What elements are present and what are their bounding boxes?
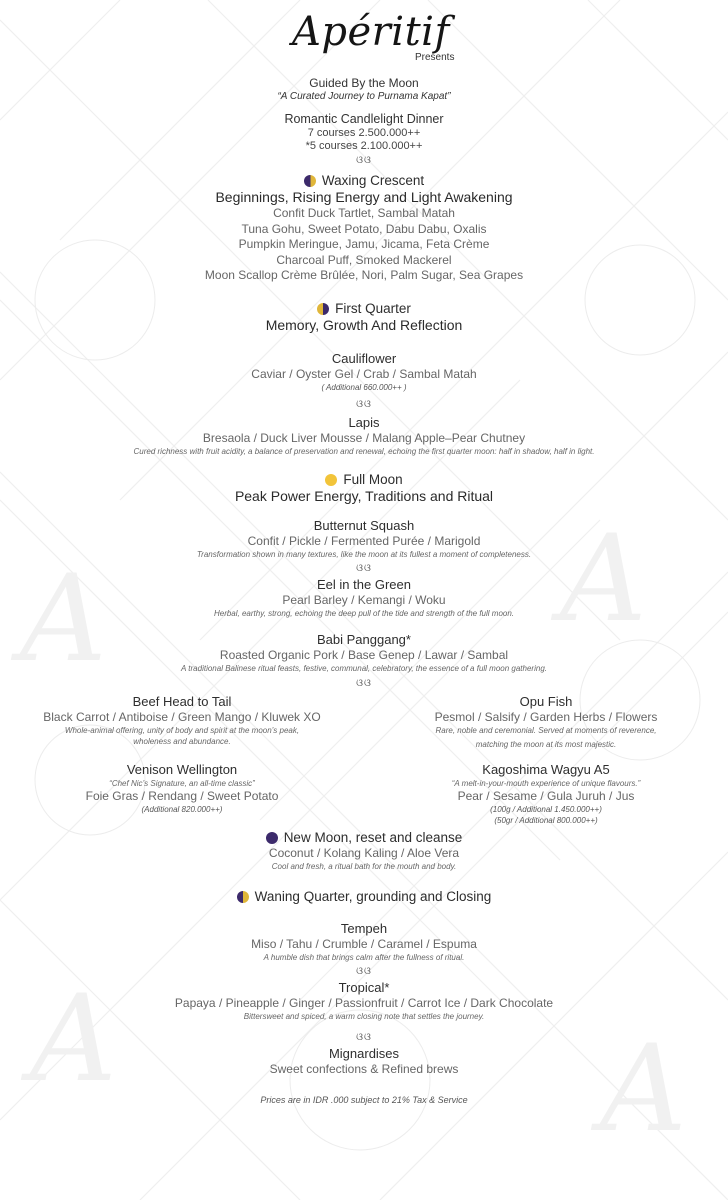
ornament-divider: ଓଓ [356,562,372,574]
svg-text:A: A [30,970,117,1109]
dish-ingredients: Bresaola / Duck Liver Mousse / Malang Apple–Pear Chutney [202,430,526,445]
svg-text:A: A [560,510,647,649]
menu-title: Guided By the Moon [309,76,419,90]
price-7-courses: 7 courses 2.500.000++ [307,127,421,139]
list-item: Pumpkin Meringue, Jamu, Jicama, Feta Crème [238,237,490,251]
mains-row-1 [0,694,728,750]
dish-ingredients: Confit / Pickle / Fermented Purée / Marigold [247,533,481,548]
phase-label: Full Moon [343,471,403,487]
dish-supplement: (100g / Additional 1.450.000++) [490,804,602,814]
full-moon-icon [325,474,337,486]
dish-butternut-squash [0,518,728,560]
dish-quote: “Chef Nic’s Signature, an all-time classic” [109,778,255,788]
dish-description: Cured richness with fruit acidity, a balance of preservation and renewal, echoing the first quarter moon: half in shadow, half in light. [133,446,595,456]
phase-theme: Memory, Growth And Reflection [265,316,463,333]
dish-name: Kagoshima Wagyu A5 [482,761,610,777]
phase-theme: Peak Power Energy, Traditions and Ritual [234,487,494,504]
section-full-moon [0,472,728,690]
phase-heading [0,830,728,846]
list-item: Charcoal Puff, Smoked Mackerel [276,252,452,267]
phase-heading [0,173,728,189]
ornament-divider: ଓଓ [356,1031,372,1043]
dinner-title: Romantic Candlelight Dinner [284,112,444,126]
dish-name: Tempeh [340,920,388,936]
phase-label: Waxing Crescent [321,173,425,188]
dish-name: Butternut Squash [313,517,415,533]
dish-name: Tropical* [338,979,390,995]
section-waxing-crescent [0,173,728,284]
dish-cauliflower [0,351,728,393]
dish-supplement: (Additional 820.000++) [141,804,223,814]
dish-opu-fish [364,694,728,750]
list-item: Moon Scallop Crème Brûlée, Nori, Palm Sugar, Sea Grapes [204,268,524,282]
dish-ingredients: Foie Gras / Rendang / Sweet Potato [85,788,279,803]
dish-description: Bittersweet and spiced, a warm closing note that settles the journey. [243,1011,485,1021]
dish-tropical [0,980,728,1022]
phase-label: New Moon, reset and cleanse [283,829,463,845]
waning-quarter-moon-icon [237,891,249,903]
dish-name: Babi Panggang* [317,631,411,647]
svg-text:A: A [20,550,107,689]
dish-description: wholeness and abundance. [133,736,231,746]
price-footnote: Prices are in IDR .000 subject to 21% Tax & Service [260,1094,468,1105]
menu-subtitle: “A Curated Journey to Purnama Kapat” [277,91,451,102]
mains-row-2 [0,762,728,826]
phase-label: Waning Quarter, grounding and Closing [254,888,492,904]
section-first-quarter [0,301,728,457]
dish-ingredients: Pesmol / Salsify / Garden Herbs / Flowers [434,709,658,724]
new-moon-icon [266,832,278,844]
dish-ingredients: Pearl Barley / Kemangi / Woku [282,592,446,607]
section-waning-quarter [0,889,728,1077]
dish-ingredients: Sweet confections & Refined brews [269,1061,459,1076]
aperitif-logo: Apéritif [292,9,450,55]
dish-description: Rare, noble and ceremonial. Served at moments of reverence, [435,725,657,735]
price-5-courses: *5 courses 2.100.000++ [305,140,423,152]
dish-venison-wellington [0,762,364,826]
dish-description: A traditional Balinese ritual feasts, festive, communal, celebratory, the essence of a full moon gathering. [181,663,547,673]
header [0,0,728,62]
canape-list [0,206,728,284]
dish-description: A humble dish that brings calm after the fullness of ritual. [263,952,465,962]
first-quarter-moon-icon [317,303,329,315]
dish-ingredients: Papaya / Pineapple / Ginger / Passionfruit / Carrot Ice / Dark Chocolate [174,995,554,1010]
phase-label: First Quarter [335,300,411,316]
dish-lapis [0,415,728,457]
presents-label: Presents [415,52,455,63]
dish-description: Cool and fresh, a ritual bath for the mouth and body. [271,861,457,871]
list-item: Tuna Gohu, Sweet Potato, Dabu Dabu, Oxalis [241,221,487,236]
ornament-divider: ଓଓ [356,398,372,410]
dish-name: Lapis [348,414,380,430]
dish-supplement: (50gr / Additional 800.000++) [494,815,598,825]
dish-description: Whole-animal offering, unity of body and spirit at the moon’s peak, [64,725,300,735]
dish-name: Mignardises [328,1045,400,1061]
section-new-moon [0,830,728,872]
dish-ingredients: Black Carrot / Antiboise / Green Mango / Kluwek XO [43,709,321,724]
phase-heading [0,301,728,317]
dish-ingredients: Coconut / Kolang Kaling / Aloe Vera [268,845,460,860]
dish-ingredients: Caviar / Oyster Gel / Crab / Sambal Matah [251,366,477,381]
dish-beef-head-to-tail [0,694,364,750]
waxing-crescent-moon-icon [304,175,316,187]
dish-babi-panggang [0,632,728,674]
phase-theme: Beginnings, Rising Energy and Light Awakening [215,189,513,205]
ornament-divider: ଓଓ [356,155,372,166]
dish-ingredients: Miso / Tahu / Crumble / Caramel / Espuma [251,936,477,951]
ornament-divider: ଓଓ [356,965,372,977]
phase-heading [0,889,728,905]
phase-heading [0,472,728,488]
dish-supplement: ( Additional 660.000++ ) [321,382,407,392]
dish-ingredients: Pear / Sesame / Gula Juruh / Jus [457,788,635,803]
dish-name: Opu Fish [519,693,573,709]
dish-quote: “A melt-in-your-mouth experience of unique flavours.” [451,778,641,788]
dish-eel-in-the-green [0,577,728,619]
svg-text:A: A [600,1020,687,1159]
dish-ingredients: Roasted Organic Pork / Base Genep / Lawar / Sambal [219,647,509,662]
dish-name: Eel in the Green [317,576,411,592]
dish-name: Beef Head to Tail [132,693,232,709]
dish-description: Transformation shown in many textures, like the moon at its fullest a moment of completeness. [196,549,532,559]
dish-description: Herbal, earthy, strong, echoing the deep pull of the tide and strength of the full moon. [213,608,515,618]
dish-name: Cauliflower [331,350,397,366]
dish-mignardises [0,1046,728,1077]
dish-description: matching the moon at its most majestic. [475,739,617,749]
list-item: Confit Duck Tartlet, Sambal Matah [273,206,455,220]
dish-name: Venison Wellington [126,761,238,777]
dish-kagoshima-wagyu [364,762,728,826]
dish-tempeh [0,921,728,963]
ornament-divider: ଓଓ [356,677,372,689]
intro [0,76,728,167]
